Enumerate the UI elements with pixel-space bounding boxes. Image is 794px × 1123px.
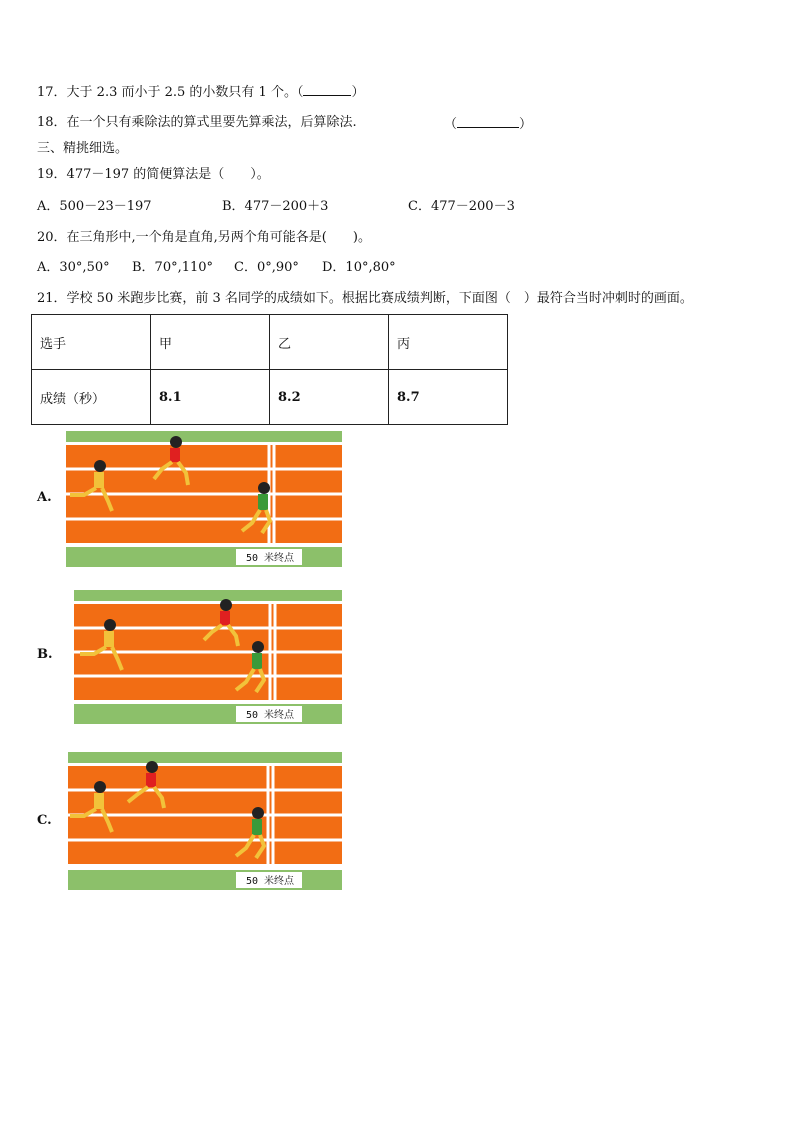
q20-option-a[interactable]: A．30°,50° (37, 260, 110, 275)
table-cell: 成绩（秒） (32, 370, 151, 425)
table-row (32, 370, 508, 425)
grass-strip (74, 590, 342, 601)
table-header-cell: 乙 (270, 315, 389, 370)
table-cell: 8.7 (389, 370, 508, 425)
question-19-text: 19．477－197 的简便算法是（ ）。 (37, 167, 270, 182)
grass-strip (66, 431, 342, 442)
answer-blank-18[interactable] (457, 114, 519, 128)
question-18-open: （ (444, 117, 458, 132)
table-row (32, 315, 508, 370)
picture-c[interactable] (68, 752, 342, 890)
grass-strip (68, 752, 342, 763)
q19-option-b-wrap (222, 198, 328, 216)
picture-a[interactable] (66, 431, 342, 567)
finish-label: 50 米终点 (246, 876, 295, 887)
table-header-cell: 丙 (389, 315, 508, 370)
table-header-cell: 甲 (151, 315, 270, 370)
q19-option-a[interactable]: A．500－23－197 (37, 199, 152, 214)
finish-label: 50 米终点 (246, 553, 295, 564)
picture-b[interactable] (74, 590, 342, 724)
q20-option-c[interactable]: C．0°,90° (234, 260, 299, 275)
answer-blank-17[interactable] (303, 82, 351, 96)
question-18 (37, 114, 357, 132)
question-18-close: ） (519, 117, 533, 132)
score-table (31, 314, 508, 425)
q20-option-b[interactable]: B．70°,110° (132, 260, 214, 275)
question-21-text: 21．学校 50 米跑步比赛，前 3 名同学的成绩如下。根据比赛成绩判断，下面图（ ）最符合当时冲刺时的画面。 (37, 291, 693, 306)
question-17-close: ） (351, 85, 365, 100)
question-18-answer (444, 114, 532, 134)
q20-option-b-wrap (132, 259, 213, 277)
table-header-cell: 选手 (32, 315, 151, 370)
question-19-options (37, 198, 152, 216)
q19-option-b[interactable]: B．477－200＋3 (222, 199, 329, 214)
question-20-text: 20．在三角形中,一个角是直角,另两个角可能各是( )。 (37, 230, 371, 245)
q19-option-c-wrap (408, 198, 515, 216)
q20-option-d[interactable]: D．10°,80° (322, 260, 396, 275)
q19-option-c[interactable]: C．477－200－3 (408, 199, 515, 214)
picture-b-label[interactable]: B. (37, 647, 53, 662)
q20-option-a-wrap (37, 259, 110, 277)
finish-label: 50 米终点 (246, 710, 295, 721)
q20-option-d-wrap (322, 259, 396, 277)
question-17-text: 17．大于 2.3 而小于 2.5 的小数只有 1 个。（ (37, 85, 304, 100)
table-cell: 8.1 (151, 370, 270, 425)
section-heading: 三、精挑细选。 (37, 141, 129, 156)
question-17 (37, 82, 364, 102)
q20-option-c-wrap (234, 259, 299, 277)
picture-c-label[interactable]: C. (37, 813, 52, 828)
picture-a-label[interactable]: A. (37, 490, 52, 505)
question-18-text: 18．在一个只有乘除法的算式里要先算乘法，后算除法. (37, 115, 357, 130)
table-cell: 8.2 (270, 370, 389, 425)
